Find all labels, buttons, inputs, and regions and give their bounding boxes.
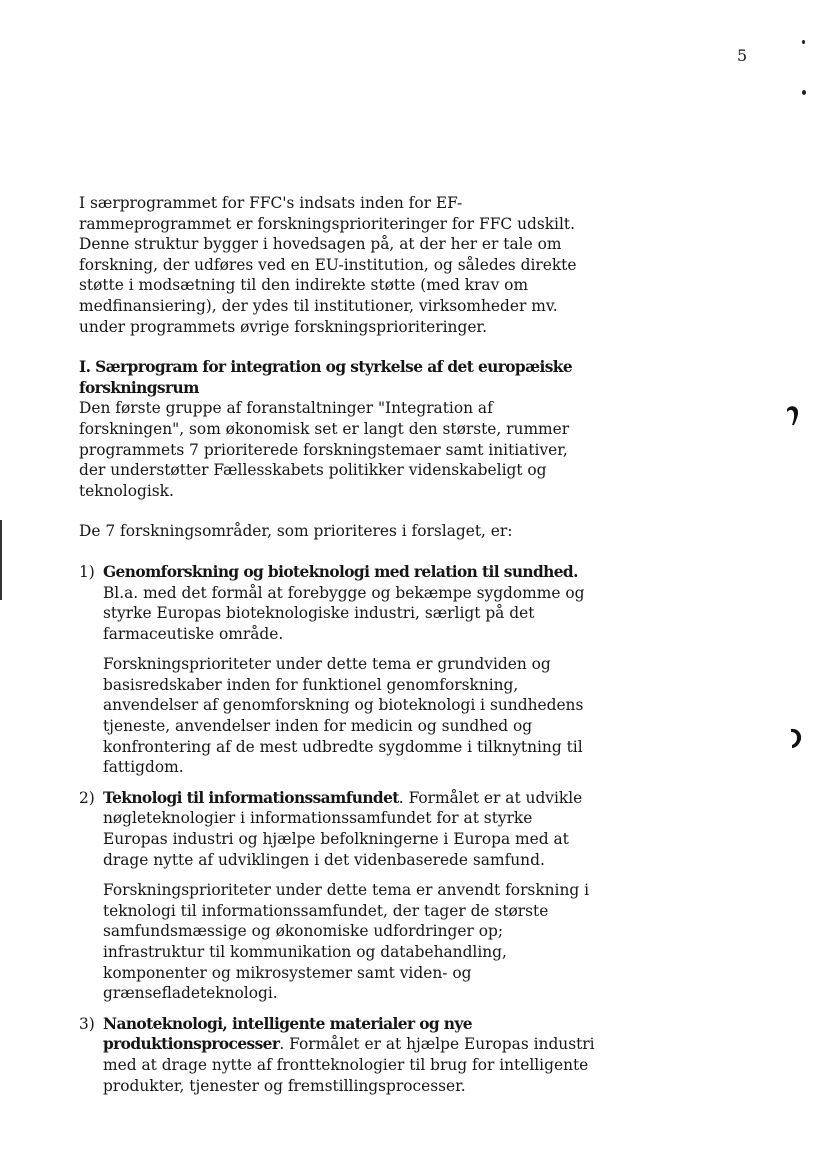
topic-title: Nanoteknologi, intelligente materialer og nye produktionsprocesser (103, 1014, 472, 1054)
topic-title: Teknologi til informationssamfundet (103, 788, 399, 807)
scan-edge-line (0, 520, 2, 600)
section-paragraph: Den første gruppe af foranstaltninger "Integration af forskningen", som økonomisk set er langt den største, rummer programmets 7 prioriterede forskningstemaer samt initiativer, der understøtter Fællesskabets politikker videnskabeligt og teknologisk. (79, 399, 570, 500)
topic-number: 1) (79, 562, 95, 581)
list-item (79, 1014, 599, 1096)
page-number: 5 (737, 46, 748, 65)
punch-hole-mark (789, 727, 803, 749)
topic-text: . Formålet er at hjælpe Europas industri med at drage nytte af frontteknologier til brug for intelligente produkter, tjenester og fremstillingsprocesser. (103, 1035, 595, 1095)
topic-text: Bl.a. med det formål at forebygge og bekæmpe sygdomme og styrke Europas bioteknologiske industri, særligt på det farmaceutiske område. (103, 583, 585, 643)
topic-priorities: Forskningsprioriteter under dette tema er anvendt forskning i teknologi til informationssamfundet, der tager de største samfundsmæssige og økonomiske udfordringer op; infrastruktur til kommunikation og databehandling, komponenter og mikrosystemer samt viden- og grænsefladeteknologi. (103, 881, 590, 1003)
list-item (79, 562, 599, 778)
topic-text: . Formålet er at udvikle nøgleteknologier i informationssamfundet for at styrke Europas industri og hjælpe befolkningerne i Europa med at drage nytte af udviklingen i det videnbaserede samfund. (103, 788, 583, 869)
punch-hole-mark (786, 404, 800, 426)
list-intro: De 7 forskningsområder, som prioriteres i forslaget, er: (79, 522, 513, 541)
document-body (79, 193, 599, 1106)
topic-list (79, 562, 599, 1096)
topic-priorities: Forskningsprioriteter under dette tema er grundviden og basisredskaber inden for funktionel genomforskning, anvendelser af genomforskning og bioteknologi i sundhedens tjeneste, anvendelser inden for medicin og sundhed og konfrontering af de mest udbredte sygdomme i tilknytning til fattigdom. (103, 655, 584, 777)
topic-number: 3) (79, 1014, 95, 1033)
section-heading: I. Særprogram for integration og styrkelse af det europæiske forskningsrum (79, 358, 573, 397)
topic-number: 2) (79, 788, 95, 807)
list-item (79, 788, 599, 1004)
scan-speck (802, 40, 805, 44)
topic-title: Genomforskning og bioteknologi med relation til sundhed. (103, 562, 578, 581)
scan-speck (802, 90, 806, 95)
intro-paragraph: I særprogrammet for FFC's indsats inden for EF-rammeprogrammet er forskningsprioriteringer for FFC udskilt. Denne struktur bygger i hovedsagen på, at der her er tale om forskning, der udføres ved en EU-institution, og således direkte støtte i modsætning til den indirekte støtte (med krav om medfinansiering), der ydes til institutioner, virksomheder mv. under programmets øvrige forskningsprioriteringer. (79, 194, 577, 336)
